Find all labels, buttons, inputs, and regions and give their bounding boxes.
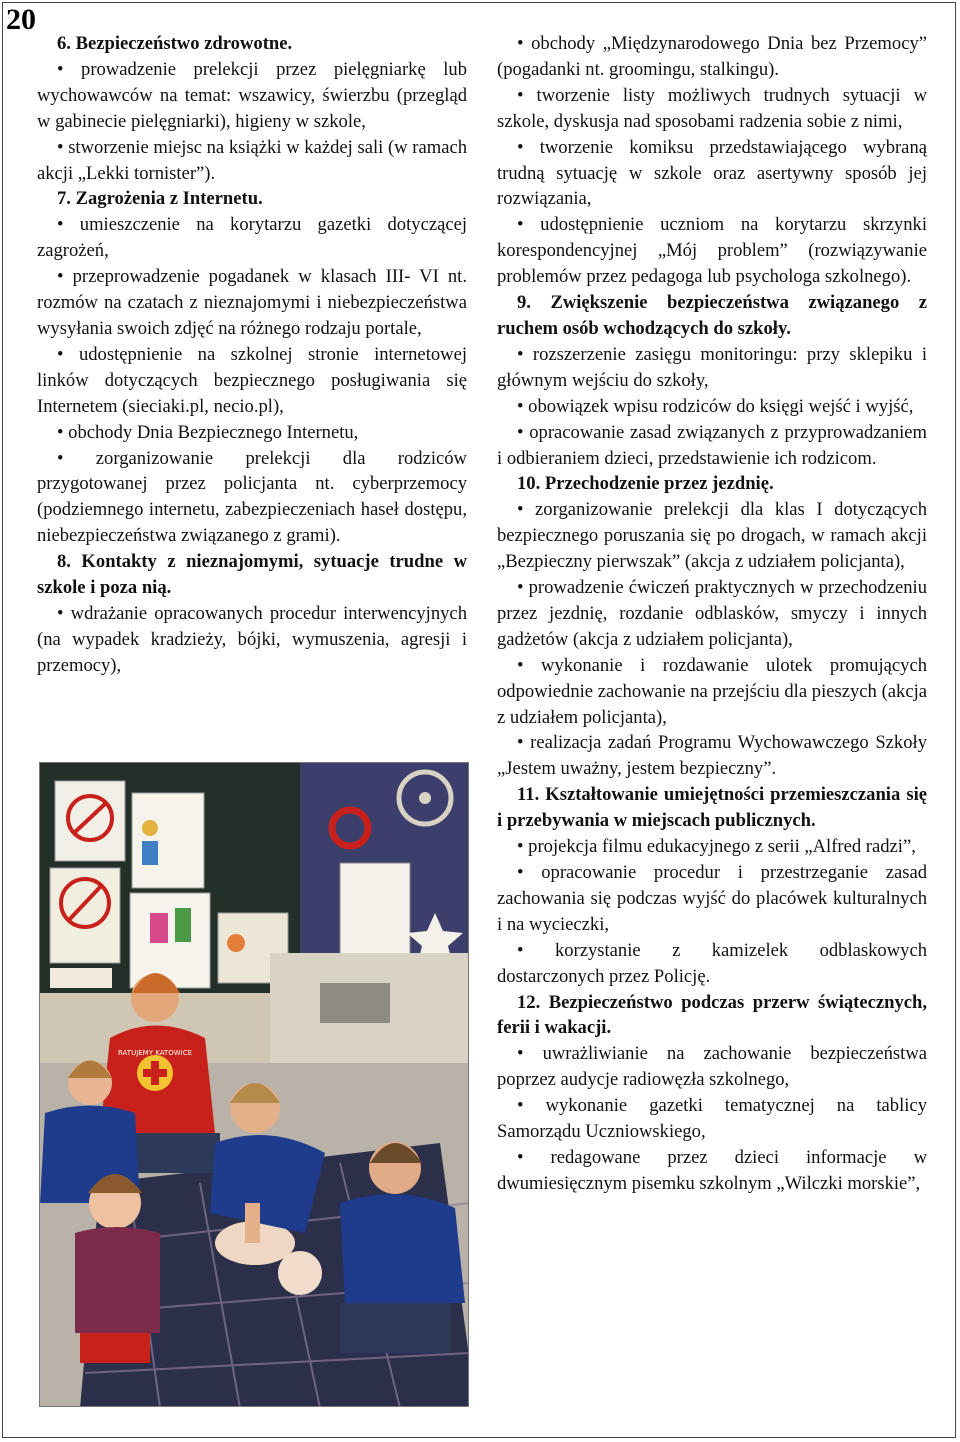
classroom-first-aid-photo: [39, 762, 469, 1407]
section-heading: 11. Kształtowanie umiejętności przemieszczania się i przebywania w miejscach publicznych.: [497, 784, 927, 832]
bullet-item: • zorganizowanie prelekcji dla klas I dotyczących bezpiecznego poruszania się po drogach, w ramach akcji „Bezpieczny pierwszak” (akcja z udziałem policjanta),: [497, 499, 927, 573]
bullet-item: • rozszerzenie zasięgu monitoringu: przy sklepiku i głównym wejściu do szkoły,: [497, 343, 927, 391]
bullet-item: • wykonanie gazetki tematycznej na tablicy Samorządu Uczniowskiego,: [497, 1095, 927, 1143]
bullet-item: • przeprowadzenie pogadanek w klasach III- VI nt. rozmów na czatach z nieznajomymi i niebezpieczeństwa wysyłania swoich zdjęć na różnego rodzaju portale,: [37, 266, 467, 339]
photo-illustration: [40, 763, 469, 1407]
bullet-item: • wykonanie i rozdawanie ulotek promujących odpowiednie zachowanie na przejściu dla pieszych (akcja z udziałem policjanta),: [497, 654, 927, 728]
bullet-item: • obchody „Międzynarodowego Dnia bez Przemocy” (pogadanki nt. groomingu, stalkingu).: [497, 33, 927, 80]
section-heading: 6. Bezpieczeństwo zdrowotne.: [57, 33, 293, 54]
right-column: [497, 31, 927, 1197]
bullet-item: • tworzenie listy możliwych trudnych sytuacji w szkole, dyskusja nad sposobami radzenia sobie z nimi,: [497, 84, 927, 132]
bullet-item: • tworzenie komiksu przedstawiającego wybraną trudną sytuację w szkole oraz asertywny sposób jej rozwiązania,: [497, 136, 927, 210]
bullet-item: • projekcja filmu edukacyjnego z serii „Alfred radzi”,: [517, 836, 916, 858]
bullet-item: • udostępnienie na szkolnej stronie internetowej linków dotyczących bezpiecznego posługiwania się Internetem (sieciaki.pl, necio.pl),: [37, 343, 467, 417]
bullet-item: • udostępnienie uczniom na korytarzu skrzynki korespondencyjnej „Mój problem” (rozwiązywanie problemów przez pedagoga lub psychologa szkolnego).: [497, 214, 927, 288]
bullet-item: • wdrażanie opracowanych procedur interwencyjnych (na wypadek kradzieży, bójki, wymuszenia, agresji i przemocy),: [37, 602, 467, 676]
bullet-item: • umieszczenie na korytarzu gazetki dotyczącej zagrożeń,: [37, 214, 467, 262]
bullet-item: • prowadzenie ćwiczeń praktycznych w przechodzeniu przez jezdnię, rozdanie odblasków, smyczy i innych gadżetów (akcja z udziałem policjanta),: [497, 577, 927, 650]
bullet-item: • uwrażliwianie na zachowanie bezpieczeństwa poprzez audycje radiowęzła szkolnego,: [497, 1043, 927, 1091]
bullet-item: • obchody Dnia Bezpiecznego Internetu,: [57, 421, 359, 443]
bullet-item: • korzystanie z kamizelek odblaskowych dostarczonych przez Policję.: [497, 939, 927, 987]
section-heading: 9. Zwiększenie bezpieczeństwa związanego z ruchem osób wchodzących do szkoły.: [497, 292, 927, 339]
bullet-item: • opracowanie procedur i przestrzeganie zasad zachowania się podczas wyjść do placówek kulturalnych i na wycieczki,: [497, 862, 927, 935]
left-column: [37, 31, 467, 679]
bullet-item: • obowiązek wpisu rodziców do księgi wejść i wyjść,: [517, 395, 914, 417]
bullet-item: • opracowanie zasad związanych z przyprowadzaniem i odbieraniem dzieci, przedstawienie ich rodzicom.: [497, 421, 927, 469]
section-heading: 8. Kontakty z nieznajomymi, sytuacje trudne w szkole i poza nią.: [37, 551, 467, 599]
bullet-item: • realizacja zadań Programu Wychowawczego Szkoły „Jestem uważny, jestem bezpieczny”.: [497, 732, 927, 780]
bullet-item: • prowadzenie prelekcji przez pielęgniarkę lub wychowawców na temat: wszawicy, świerzbu (przegląd w gabinecie pielęgniarki), higieny w szkole,: [37, 58, 467, 132]
bullet-item: • stworzenie miejsc na książki w każdej sali (w ramach akcji „Lekki tornister”).: [37, 136, 467, 184]
page-number: 20: [6, 3, 36, 36]
section-heading: 7. Zagrożenia z Internetu.: [57, 188, 263, 210]
shirt-text: RATUJEMY KATOWICE: [117, 1049, 193, 1057]
section-heading: 10. Przechodzenie przez jezdnię.: [517, 473, 774, 495]
section-heading: 12. Bezpieczeństwo podczas przerw świątecznych, ferii i wakacji.: [497, 991, 927, 1039]
bullet-item: • redagowane przez dzieci informacje w dwumiesięcznym pisemku szkolnym „Wilczki morskie”,: [497, 1146, 927, 1194]
bullet-item: • zorganizowanie prelekcji dla rodziców przygotowanej przez policjanta nt. cyberprzemocy (podziemnego internetu, zabezpieczeniach haseł dostępu, niebezpieczeństwa związanego z grami).: [37, 447, 467, 547]
